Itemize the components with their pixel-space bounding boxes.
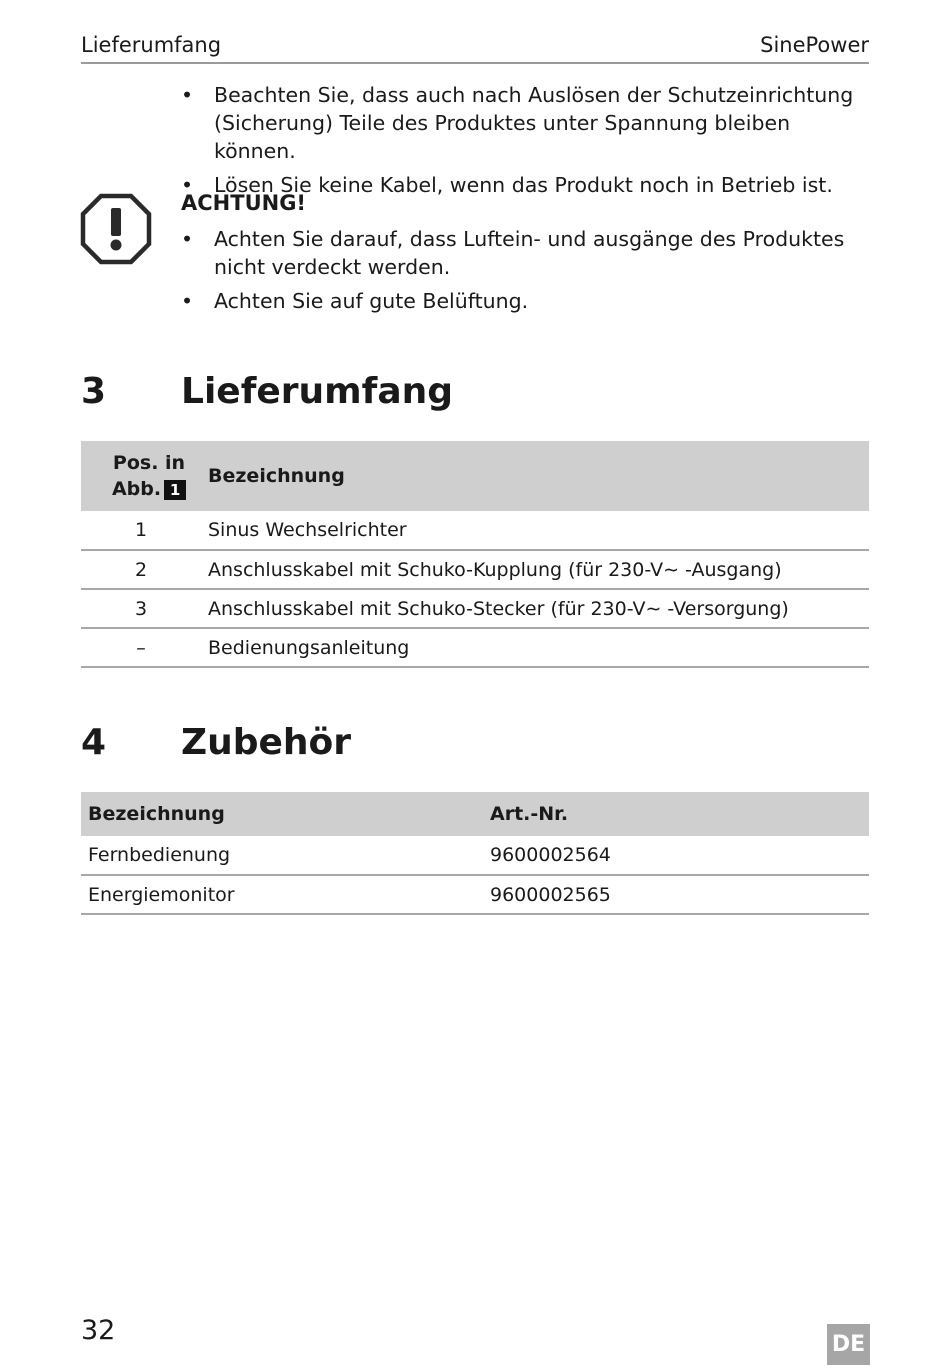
scope-of-delivery-table: [81, 441, 869, 668]
cell-name: Energiemonitor: [88, 883, 235, 906]
column-header-article-number: Art.-Nr.: [490, 803, 569, 825]
column-header-description: Bezeichnung: [208, 465, 345, 487]
table-header-row: [81, 792, 869, 836]
column-header-position-line2: Abb.: [111, 478, 162, 500]
language-badge: DE: [827, 1324, 870, 1365]
safety-bullet-list: [181, 81, 871, 205]
running-header-product: SinePower: [760, 33, 869, 57]
list-item: [181, 287, 871, 315]
cell-description: Anschlusskabel mit Schuko-Stecker (für 230-V∼ -Versorgung): [208, 597, 789, 620]
table-row: [81, 550, 869, 589]
column-header-position-line1: Pos. in: [112, 452, 186, 474]
bullet-icon: •: [181, 289, 194, 313]
column-header-position: [81, 441, 201, 511]
section-number: 3: [81, 371, 107, 412]
cell-position: 2: [134, 558, 148, 581]
notice-bullet-list: [181, 225, 871, 321]
figure-reference-badge: 1: [164, 480, 186, 500]
header-divider: [81, 62, 869, 64]
section-title: Zubehör: [181, 722, 352, 763]
running-header-section: Lieferumfang: [81, 33, 222, 57]
cell-position: 3: [134, 597, 148, 620]
table-row: [81, 836, 869, 875]
page-number: 32: [81, 1315, 116, 1346]
cell-position: 1: [134, 519, 148, 541]
bullet-text: Achten Sie auf gute Belüftung.: [214, 289, 529, 313]
accessories-table: [81, 792, 869, 915]
cell-article-number: 9600002565: [490, 883, 611, 906]
cell-description: Bedienungsanleitung: [208, 636, 410, 659]
section-title: Lieferumfang: [181, 371, 454, 412]
column-header-name: Bezeichnung: [88, 803, 225, 825]
table-header-row: [81, 441, 869, 511]
table-row: [81, 875, 869, 914]
table-row: [81, 628, 869, 667]
bullet-icon: •: [181, 173, 194, 197]
list-item: [181, 225, 871, 281]
cell-article-number: 9600002564: [490, 844, 611, 866]
cell-description: Anschlusskabel mit Schuko-Kupplung (für 230-V∼ -Ausgang): [208, 558, 782, 581]
cell-position: –: [136, 636, 146, 659]
cell-name: Fernbedienung: [88, 844, 231, 866]
bullet-text: Lösen Sie keine Kabel, wenn das Produkt noch in Betrieb ist.: [214, 173, 833, 197]
notice-title: ACHTUNG!: [181, 191, 307, 215]
table-row: [81, 589, 869, 628]
bullet-text: Achten Sie darauf, dass Luftein- und ausgänge des Produktes nicht verdeckt werden.: [214, 227, 845, 279]
warning-octagon-icon: [80, 193, 152, 265]
section-number: 4: [81, 722, 107, 763]
bullet-text: Beachten Sie, dass auch nach Auslösen der Schutzeinrichtung (Sicherung) Teile des Produktes unter Spannung bleiben können.: [214, 83, 854, 163]
cell-description: Sinus Wechselrichter: [208, 519, 407, 541]
table-row: [81, 511, 869, 550]
bullet-icon: •: [181, 227, 194, 251]
bullet-icon: •: [181, 83, 194, 107]
list-item: [181, 81, 871, 165]
